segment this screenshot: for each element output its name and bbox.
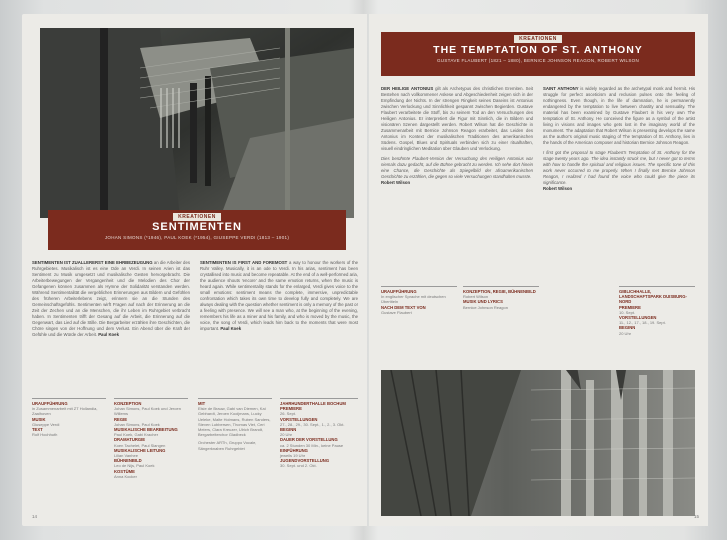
- lead-in: SAINT ANTHONY: [543, 86, 579, 91]
- credits-premiere: URAUFFÜHRUNG In englischer Sprache mit deutschen Übertiteln NACH DEM TEXT VON Gustave Flaubert: [381, 286, 457, 315]
- credits-team: KONZEPTION Johan Simons, Paul Koek und Jeroen Willems REGIE Johan Simons, Paul Koek MUSIKALISCHE BEARBEITUNG Paul Koek, Gabi Kracher DRAMATURGIE Koen Tachelet, Paul Slangen MUSIKALISCHE LEITUNG Lilian Vanhee BÜHNENBILD Leo de Nijs, Paul Koek KOSTÜME Anna Kocker: [114, 398, 188, 479]
- credits-venue: JAHRHUNDERTHALLE BOCHUM PREMIERE 26. Sept. VORSTELLUNGEN 27., 28., 29., 30. Sept., 1., 2., 3. Okt. BEGINN 20 Uhr DAUER DER VORSTELLUNG ca. 2 Stunden 30 Min., keine Pause EINFÜHRUNG jeweils 19 Uhr JUGENDVORSTELLUNG 30. Sept. und 2. Okt.: [280, 398, 358, 469]
- signature: Paul Koek: [220, 326, 242, 331]
- signature: Robert Wilson: [543, 186, 573, 191]
- article-title: SENTIMENTEN: [152, 221, 242, 233]
- lead-in: SENTIMENTEN IST ZUALLERERST EINE EHRBEZEUGUNG: [32, 260, 153, 265]
- quote: I first got the proposal to stage Flaubert's Temptation of St. Anthony for the stage twenty years ago. The idea instantly struck me, but I never got to terms with how to handle the spiritual and religious issues. The specific tone of this work never occurred to me properly. When I finally met Bernice Johnson Reagon, I realized I had found the voice who could give the piece its significance.: [543, 150, 695, 185]
- article-subtitle: JOHAN SIMONS (*1946), PAUL KOEK (*1954), GIUSEPPE VERDI (1813 – 1901): [104, 235, 290, 240]
- body-text: a way to honour the workers of the Ruhr Valley. Musically, it is an ode to Verdi. In his arias, sentiment has been crystallised into music and become repeatable. At the end of a well-performed aria, the audience shouts 'encore' and the same emotion returns, when the music is heard again. While sentimentality stands for the enlarged, Verdi gives voice to the small emotions: sentiment means the complete, immersive, unpredictable confrontation which takes its own time to develop fully and completely. We are always dealing with the question whether sentiment is only a memory of the past or a feeling with presence. We will see a man who, at the beginning of the evening, remembers his life as a miner and his family, and who is moved by the music, the voice, the song of Verdi, which leads him back to the moments that were most important.: [200, 260, 358, 331]
- credits-premiere: URAUFFÜHRUNG in Zusammenarbeit mit ZT Hollandia, Zaalhoven MUSIK Giuseppe Verdi TEXT Rolf Hochhuth: [32, 398, 106, 437]
- credits-cast: MIT Elsie de Brauw, Gabi van Diemen, Kai Gebhardt, Jeroen Kooijmans, Lucky Ueleke, Malte Holmans, Ruben Sanders, Steven Lubbersen, Thomas Viet, Ceri Meiers, Clara Kreuzer, Ulrich Brandt, Bergarbeiterchor Gladbeck Orchester ARTh, Gruppo Vocale, Sängerknaben Ruhrgebiet: [198, 398, 272, 451]
- body-text: is widely regarded as the archetypal monk and hermit. His struggle for perfect asceticism and reclusion pulses onto the feeling of nothingness. Even though, in the life of damnation, he is permanently endangered by the temptation to live between chastity and sensuality. The material has been examined by Gustave Flaubert in his very own The temptation of St. Anthony. He conceived the figure as a symbol of the artist living in visions and images who gets lost in the imaginary world of the monument. The adaptation that Robert Wilson is presenting develops the same as the author's original music staging of The temptation of St. Anthony, lies in the hands of the American composer and historian Bernice Johnson Reagon.: [543, 86, 695, 145]
- page-number: 15: [694, 514, 700, 519]
- credits-block: [22, 14, 367, 526]
- article-subtitle: GUSTAVE FLAUBERT (1821 – 1880), BERNICE JOHNSON REAGON, ROBERT WILSON: [437, 58, 639, 63]
- quote: Dies berühmte Flaubert-Version der Versuchung des Heiligen Antonius war niemals dazu gedacht, auf die Bühne gebracht zu werden. Ich sehe dort hinein eine Chance, die Geschichte als Spiegelbild der afroamerikanischen Geschichte zu erzählen, die gegen so viele Versuchungen standhalten musste.: [381, 156, 533, 179]
- article-title: THE TEMPTATION OF ST. ANTHONY: [433, 44, 643, 56]
- lead-in: DER HEILIGE ANTONIUS: [381, 86, 434, 91]
- signature: Paul Koek: [98, 332, 119, 337]
- credits-team: KONZEPTION, REGIE, BÜHNENBILD Robert Wilson MUSIK UND LYRICS Bernice Johnson Reagon: [463, 286, 539, 310]
- credits-venue: GIBLICHHALLE, LANDSCHAFTSPARK DUISBURG-NORD PREMIERE 10. Sept. VORSTELLUNGEN 11., 12., 17., 18., 19. Sept. BEGINN 20 Uhr: [619, 286, 695, 336]
- lead-in: SENTIMENTEN IS FIRST AND FOREMOST: [200, 260, 288, 265]
- gothic-facade-photo: [381, 370, 695, 516]
- right-page: [369, 14, 708, 526]
- section-tag: KREATIONEN: [173, 213, 221, 221]
- body-text: gilt als Archetypus des christlichen Eremiten. Seit Bestehen nach vollkommener Askese und Abgeschiedenheit zeigen sich in der Empfindung der Nichts. In der strengen Ringkeit seines Daseins ist Antonius zwischen Verlockung und Sinnlichkeit gespannt zwischen Begierden. Gustave Flaubert verarbeitete die Stoff, bis zu seinem Tod an den Versuchungen des Heiligen Antonius. Er interpretiert die Figur mit Sinnlich, die in Bildern und visionären Szenen dargestellt werden. Robert Wilson hat die Geschichte in Zusammenarbeit mit Bernice Johnson Reagon erarbeitet, das Leiden des Antonius im Kontext der musikalischen Traditionen des amerikanischen Südens. Gospel, Blues und Spirituals verbinden sich zu einer ritualhaften, visuell eindringlichen Meditation über Glauben und Verlockung.: [381, 86, 533, 151]
- signature: Robert Wilson: [381, 180, 411, 185]
- left-page: [22, 14, 367, 526]
- section-tag: KREATIONEN: [514, 35, 562, 43]
- page-number: 14: [32, 514, 38, 519]
- body-text: an die Arbeiter des Ruhrgebietes. Musikalisch ist es eine Ode an Verdi. In seinen Arien ist das Sentiment zu Musik umgesetzt und musikalische Gesten hervorgebracht. Die Arbeiterbewegungen der Vergangenheit und die Melodien des Chor der Gefangenen können zusammen als Hymne der Solidarität verstanden werden. Während Sentimentalität die vergeblichen Erinnerungen aus Bildern und Gefühlen des früheren Arbeiterlebens zeigt, erinnern sie an die Stunden des Gemeinschaftsgefühls. Sentimenten wirft Fragen auf nach der Erinnerung an die Zeit der Zechen und an die Menschen, die ihr Leben im Ruhrgebiet verbracht haben. In Sentimenten trifft der Gesang auf die Arbeit, die Erinnerung auf die Gegenwart, das Lied auf die Stille. Die Bergarbeiter erzählen ihre Geschichten, die Chöre singen von der Hoffnung und dem Verlust. Ein Abend über die Kraft der Gefühle und die Würde der Arbeit.: [32, 260, 190, 337]
